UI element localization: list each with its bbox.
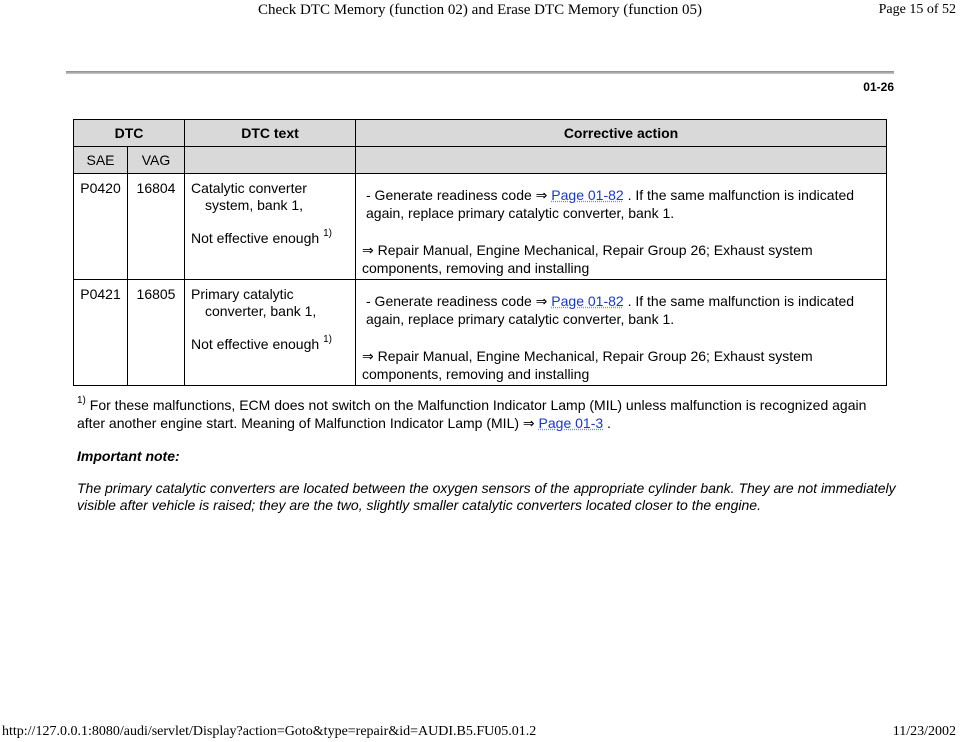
section-number: 01-26 [863, 80, 894, 94]
document-title: Check DTC Memory (function 02) and Erase DTC Memory (function 05) [257, 2, 703, 18]
dtc-text-line: converter, bank 1, [205, 303, 317, 319]
dtc-text-line: system, bank 1, [205, 197, 304, 213]
corrective-action-cell [356, 174, 887, 280]
dtc-text-cell [185, 280, 356, 386]
dtc-text-note [191, 230, 351, 247]
dtc-text-note [191, 336, 351, 353]
header-rule [66, 71, 894, 74]
subheader-empty [356, 147, 887, 174]
footer-url: http://127.0.0.1:8080/audi/servlet/Display?action=Goto&type=repair&id=AUDI.B5.FU05.01.2 [2, 724, 537, 739]
action-text: . If the same malfunction is indicated again, replace primary catalytic converter, bank 1. [366, 187, 855, 221]
subheader-empty [185, 147, 356, 174]
action-readiness [366, 186, 880, 222]
table-header-row [74, 120, 887, 147]
note-text: Not effective enough [191, 230, 324, 246]
footnote-mark: 1) [323, 228, 332, 239]
page-link[interactable]: Page 01-82 [551, 187, 624, 203]
footnote-text: For these malfunctions, ECM does not switch on the Malfunction Indicator Lamp (MIL) unless malfunction is recognized again after another engine start. Meaning of Malfunction Indicator Lamp (MIL) ⇒ [77, 397, 867, 431]
page-link[interactable]: Page 01-82 [551, 293, 624, 309]
dtc-text-line: Catalytic converter [191, 180, 307, 196]
note-text: Not effective enough [191, 336, 324, 352]
subheader-vag: VAG [128, 147, 185, 174]
subheader-sae: SAE [74, 147, 128, 174]
table-row [74, 280, 887, 386]
sae-code: P0420 [74, 174, 128, 280]
footnote [77, 396, 887, 432]
dtc-text-cell [185, 174, 356, 280]
action-text: . If the same malfunction is indicated again, replace primary catalytic converter, bank 1. [366, 293, 855, 327]
header-corrective-action: Corrective action [356, 120, 887, 147]
important-text: The primary catalytic converters are located between the oxygen sensors of the appropriate cylinder bank. They are not immediately visible after vehicle is raised; they are the two, slightly smaller catalytic converters located closer to the engine. [77, 480, 896, 513]
sae-code: P0421 [74, 280, 128, 386]
page-indicator: Page 15 of 52 [878, 2, 956, 17]
header-dtc: DTC [74, 120, 185, 147]
vag-code: 16804 [128, 174, 185, 280]
action-repair-manual: ⇒ Repair Manual, Engine Mechanical, Repair Group 26; Exhaust system components, removing and installing [362, 242, 813, 276]
action-text: - Generate readiness code ⇒ [366, 293, 552, 309]
dtc-table [73, 119, 887, 386]
action-text: - Generate readiness code ⇒ [366, 187, 552, 203]
footnote-mark: 1) [77, 395, 86, 406]
footnote-end: . [603, 415, 611, 431]
table-row [74, 174, 887, 280]
footnote-mark: 1) [323, 334, 332, 345]
important-heading: Important note: [77, 448, 180, 464]
action-repair-manual: ⇒ Repair Manual, Engine Mechanical, Repair Group 26; Exhaust system components, removing and installing [362, 348, 813, 382]
action-readiness [366, 292, 880, 328]
dtc-text-line: Primary catalytic [191, 286, 294, 302]
table-subheader-row [74, 147, 887, 174]
footer-date: 11/23/2002 [892, 724, 956, 739]
vag-code: 16805 [128, 280, 185, 386]
header-dtc-text: DTC text [185, 120, 356, 147]
page-link[interactable]: Page 01-3 [538, 415, 604, 431]
corrective-action-cell [356, 280, 887, 386]
